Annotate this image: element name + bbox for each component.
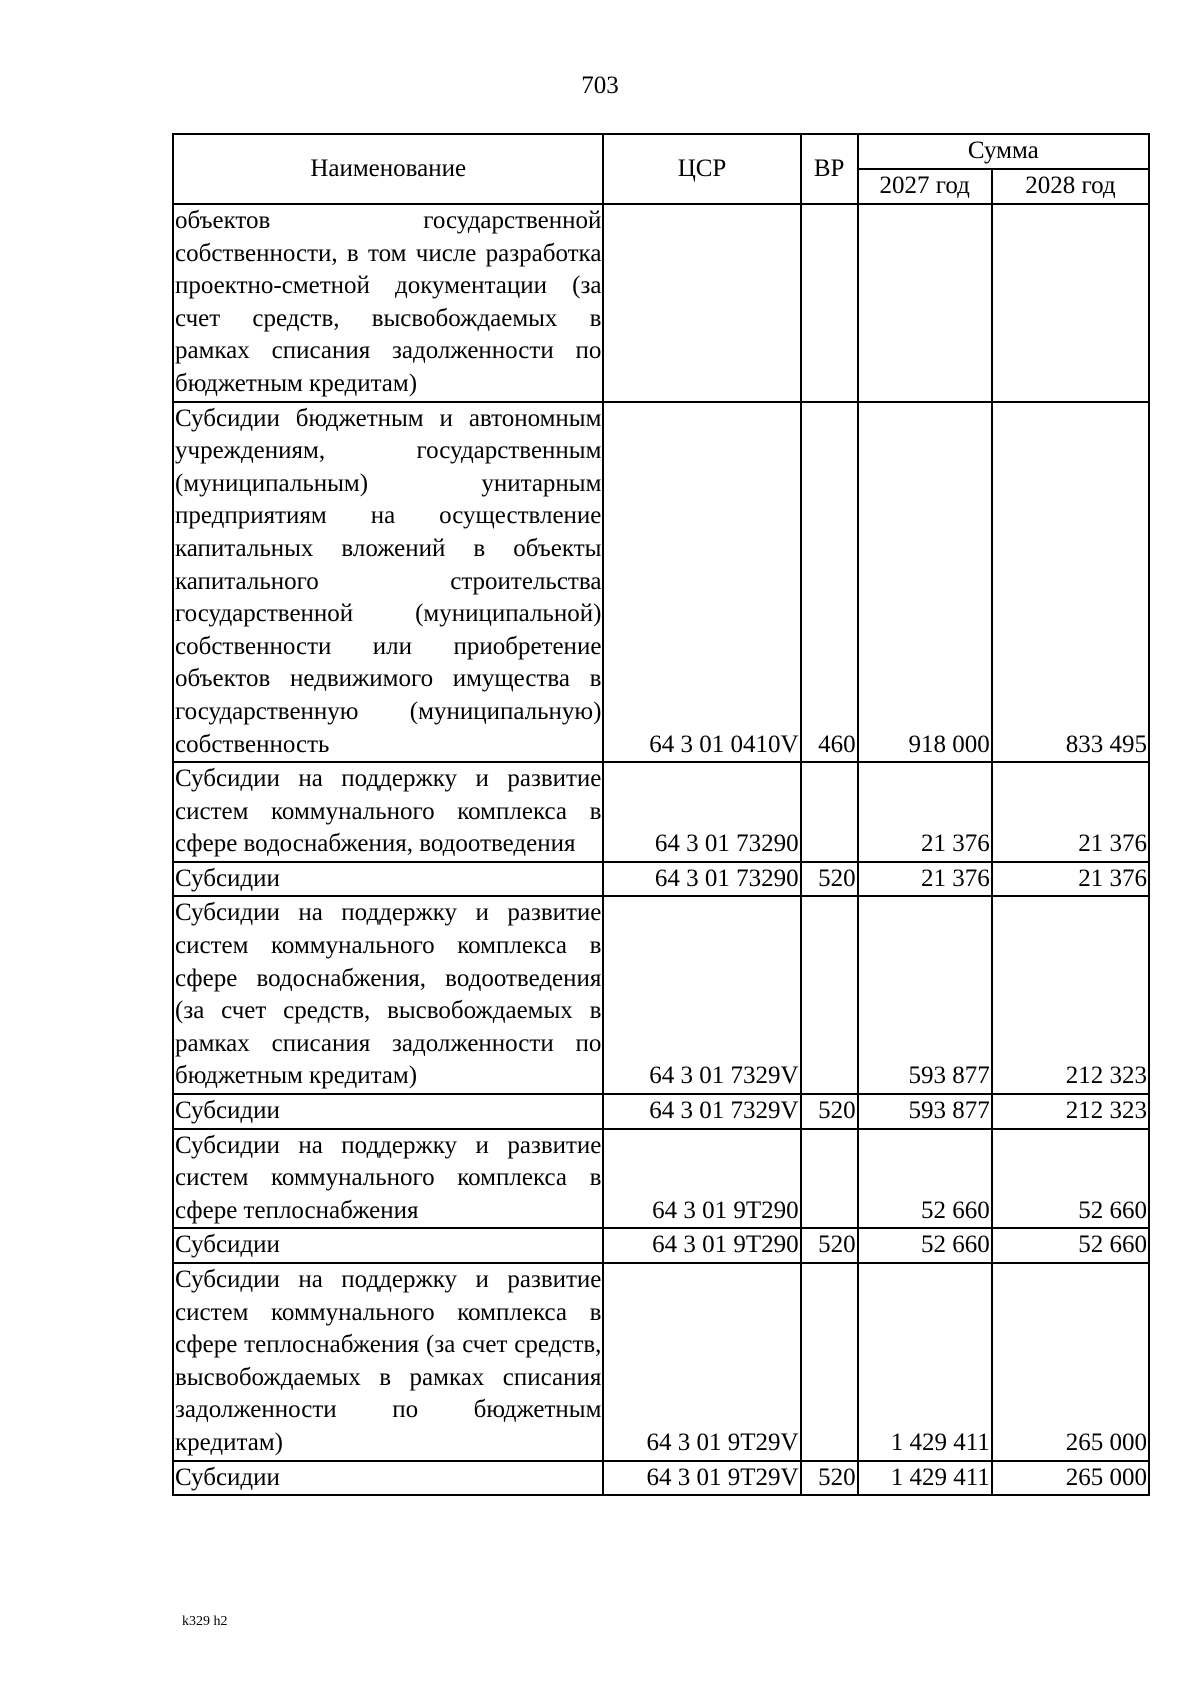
table-row [173,762,1149,862]
row-amount-2027: 1 429 411 [858,1461,992,1496]
row-amount-2027: 21 376 [858,862,992,897]
table-row [173,1129,1149,1229]
row-csr: 64 3 01 7329V [603,896,800,1094]
row-csr: 64 3 01 0410V [603,402,800,763]
row-name: Субсидии на поддержку и развитие систем коммунального комплекса в сфере теплоснабжения [173,1129,603,1229]
table-row [173,1094,1149,1129]
row-name: Субсидии на поддержку и развитие систем коммунального комплекса в сфере водоснабжения, водоотведения (за счет средств, высвобождаемых в рамках списания задолженности по бюджетным кредитам) [173,896,603,1094]
row-amount-2028: 21 376 [992,862,1149,897]
row-vr: 520 [801,1094,858,1129]
row-csr: 64 3 01 73290 [603,762,800,862]
row-vr [801,896,858,1094]
header-year-2028: 2028 год [992,169,1149,204]
footer-code: k329 h2 [182,1614,228,1629]
row-amount-2028: 212 323 [992,896,1149,1094]
table-row [173,402,1149,763]
row-name: Субсидии бюджетным и автономным учреждениям, государственным (муниципальным) унитарным предприятиям на осуществление капитальных вложений в объекты капитального строительства государственной (муниципальной) собственности или приобретение объектов недвижимого имущества в государственную (муниципальную) собственность [173,402,603,763]
row-csr: 64 3 01 9Т290 [603,1129,800,1229]
row-csr: 64 3 01 9Т290 [603,1228,800,1263]
row-vr: 520 [801,1461,858,1496]
row-vr: 460 [801,402,858,763]
page-number: 703 [581,72,619,99]
row-vr [801,1263,858,1461]
table-row [173,1228,1149,1263]
row-amount-2028: 52 660 [992,1129,1149,1229]
row-amount-2028: 833 495 [992,402,1149,763]
header-vr: ВР [801,134,858,204]
row-name: объектов государственной собственности, в том числе разработка проектно-сметной документации (за счет средств, высвобождаемых в рамках списания задолженности по бюджетным кредитам) [173,204,603,402]
row-csr [603,204,800,402]
header-csr: ЦСР [603,134,800,204]
table-row [173,862,1149,897]
row-csr: 64 3 01 9Т29V [603,1461,800,1496]
header-year-2027: 2027 год [858,169,992,204]
row-name: Субсидии [173,1228,603,1263]
row-vr [801,204,858,402]
row-amount-2027: 593 877 [858,896,992,1094]
row-amount-2027: 52 660 [858,1228,992,1263]
row-csr: 64 3 01 73290 [603,862,800,897]
header-name: Наименование [173,134,603,204]
row-name: Субсидии [173,1094,603,1129]
row-csr: 64 3 01 9Т29V [603,1263,800,1461]
table-row [173,1461,1149,1496]
row-name: Субсидии [173,1461,603,1496]
row-name: Субсидии на поддержку и развитие систем коммунального комплекса в сфере водоснабжения, водоотведения [173,762,603,862]
row-csr: 64 3 01 7329V [603,1094,800,1129]
row-vr: 520 [801,1228,858,1263]
row-name: Субсидии на поддержку и развитие систем коммунального комплекса в сфере теплоснабжения (за счет средств, высвобождаемых в рамках списания задолженности по бюджетным кредитам) [173,1263,603,1461]
budget-table [172,133,1150,1496]
row-amount-2027: 52 660 [858,1129,992,1229]
row-vr [801,762,858,862]
row-amount-2028: 21 376 [992,762,1149,862]
row-amount-2027: 21 376 [858,762,992,862]
row-amount-2028: 212 323 [992,1094,1149,1129]
header-sum: Сумма [858,134,1149,169]
row-name: Субсидии [173,862,603,897]
table-row [173,896,1149,1094]
row-amount-2028: 265 000 [992,1263,1149,1461]
row-amount-2028 [992,204,1149,402]
table-row [173,1263,1149,1461]
row-amount-2027 [858,204,992,402]
row-vr [801,1129,858,1229]
row-amount-2027: 918 000 [858,402,992,763]
row-amount-2027: 1 429 411 [858,1263,992,1461]
table-row [173,204,1149,402]
row-vr: 520 [801,862,858,897]
row-amount-2028: 265 000 [992,1461,1149,1496]
row-amount-2027: 593 877 [858,1094,992,1129]
row-amount-2028: 52 660 [992,1228,1149,1263]
